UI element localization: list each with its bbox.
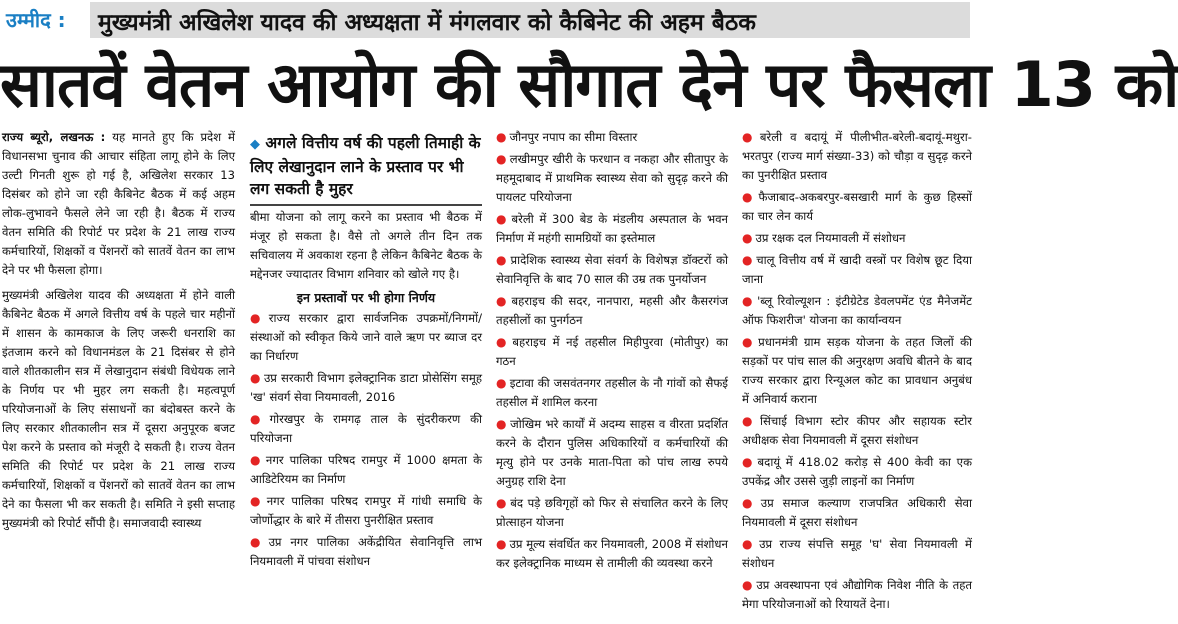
proposal-list: [742, 128, 972, 614]
list-item-text: उप्र मूल्य संवर्धित कर नियमावली, 2008 में संशोधन कर इलेक्ट्रानिक माध्यम से तामीली की व्यवस्था करने: [496, 537, 728, 570]
proposal-list: [250, 309, 482, 571]
red-dot-icon: ●: [742, 294, 755, 308]
list-item: [742, 494, 972, 532]
list-item: [496, 150, 728, 207]
byline: राज्य ब्यूरो, लखनऊ :: [2, 130, 106, 144]
red-dot-icon: ●: [742, 414, 758, 428]
list-item-text: उप्र नगर पालिका अकेंद्रीयित सेवानिवृत्ति लाभ नियमावली में पांचवा संशोधन: [250, 535, 482, 568]
list-item: [742, 188, 972, 226]
red-dot-icon: ●: [250, 453, 263, 467]
proposal-list: [496, 128, 728, 573]
red-dot-icon: ●: [496, 376, 507, 390]
red-dot-icon: ●: [496, 152, 507, 166]
list-item: [496, 415, 728, 491]
list-item: [742, 128, 972, 185]
list-item-text: नगर पालिका परिषद रामपुर में गांधी समाधि के जोर्णोद्धार के बारे में तीसरा पुनरीक्षित प्रस्ताव: [250, 494, 482, 527]
kicker-label: उम्मीद :: [6, 8, 66, 32]
red-dot-icon: ●: [496, 335, 510, 349]
red-dot-icon: ●: [496, 212, 509, 226]
list-item: [742, 453, 972, 491]
red-dot-icon: ●: [250, 311, 266, 325]
list-item: [250, 410, 482, 448]
list-item: [742, 229, 972, 248]
red-dot-icon: ●: [496, 253, 508, 267]
list-item: [742, 292, 972, 330]
list-item-text: प्रधानमंत्री ग्राम सड़क योजना के तहत जिलों की सड़कों पर पांच साल की अनुरक्षण अवधि बीतने के बाद राज्य सरकार द्वारा रिन्यूअल कोट का प्रावधान अनुबंध में अनिवार्य कराना: [742, 335, 972, 406]
list-item: [742, 576, 972, 614]
list-item-text: चालू वित्तीय वर्ष में खादी वस्त्रों पर विशेष छूट दिया जाना: [742, 253, 972, 286]
list-item: [496, 333, 728, 371]
pull-quote: [250, 132, 482, 204]
list-item-text: उप्र समाज कल्याण राजपत्रित अधिकारी सेवा नियमावली में दूसरा संशोधन: [742, 496, 972, 529]
red-dot-icon: ●: [250, 412, 267, 426]
red-dot-icon: ●: [742, 537, 757, 551]
list-item-text: बरेली में 300 बेड के मंडलीय अस्पताल के भवन निर्माण में महंगी सामग्रियों का इस्तेमाल: [496, 212, 728, 245]
list-item-text: गोरखपुर के रामगढ़ ताल के सुंदरीकरण की परियोजना: [250, 412, 482, 445]
red-dot-icon: ●: [496, 537, 507, 551]
body-paragraph: मुख्यमंत्री अखिलेश यादव की अध्यक्षता में होने वाली कैबिनेट बैठक में अगले वित्तीय वर्ष के पहले चार महीनों में शासन के कामकाज के लिए जरूरी धनराशि का इंतजाम करने को विधानमंडल के 21 दिसंबर से होने वाले शीतकालीन सत्र में लेखानुदान संबंधी विधेयक लाने के निर्णय पर भी मुहर लग सकती है। महत्वपूर्ण परियोजनाओं के लिए संसाधनों का बंदोबस्त करने के लिए सरकार शीतकालीन सत्र में दूसरा अनुपूरक बजट पेश करने के प्रस्ताव को मंजूरी दे सकती है। राज्य वेतन समिति की रिपोर्ट पर प्रदेश के 21 लाख राज्य कर्मचारियों, शिक्षकों व पेंशनरों को सातवें वेतन का लाभ देने का फैसला भी कर सकती है। समिति ने इसी सप्ताह मुख्यमंत्री को रिपोर्ट सौंपी है। समाजवादी स्वास्थ्य: [2, 288, 235, 530]
diamond-icon: ◆: [250, 137, 260, 152]
list-item: [250, 369, 482, 407]
subheadline: मुख्यमंत्री अखिलेश यादव की अध्यक्षता में मंगलवार को कैबिनेट की अहम बैठक: [98, 10, 756, 36]
red-dot-icon: ●: [496, 294, 509, 308]
list-item: [496, 128, 728, 147]
list-item-text: 'ब्लू रिवोल्यूशन : इंटीग्रेटेड डेवलपमेंट एंड मैनेजमेंट ऑफ फिशरीज' योजना का कार्यान्वयन: [742, 294, 972, 327]
list-item: [496, 494, 728, 532]
list-item-text: बहराइच की सदर, नानपारा, महसी और कैसरगंज तहसीलों का पुनर्गठन: [496, 294, 728, 327]
list-item: [742, 412, 972, 450]
list-item-text: इटावा की जसवंतनगर तहसील के नौ गांवों को सैफई तहसील में शामिल करना: [496, 376, 728, 409]
list-item-text: जौनपुर नपाप का सीमा विस्तार: [509, 130, 638, 144]
list-item-text: बंद पड़े छविगृहों को फिर से संचालित करने के लिए प्रोत्साहन योजना: [496, 496, 728, 529]
red-dot-icon: ●: [250, 494, 264, 508]
article-column-3: [496, 128, 728, 622]
article-column-4: [742, 128, 972, 622]
headline: सातवें वेतन आयोग की सौगात देने पर फैसला 13 को: [0, 48, 1178, 121]
list-item-text: बरेली व बदायूं में पीलीभीत-बरेली-बदायूं-मथुरा-भरतपुर (राज्य मार्ग संख्या-33) को चौड़ा व सुदृढ़ करने का पुनरीक्षित प्रस्ताव: [742, 130, 972, 182]
red-dot-icon: ●: [250, 371, 261, 385]
list-item-text: उप्र अवस्थापना एवं औद्योगिक निवेश नीति के तहत मेगा परियोजनाओं को रियायतें देना।: [742, 578, 972, 611]
list-item-text: लखीमपुर खीरी के फरधान व नकहा और सीतापुर के महमूदाबाद में प्राथमिक स्वास्थ्य सेवा को सुदृढ़ करने की पायलट परियोजना: [496, 152, 728, 204]
pull-quote-text: [250, 132, 482, 200]
divider: [250, 204, 482, 206]
pull-quote-body: अगले वित्तीय वर्ष की पहली तिमाही के लिए लेखानुदान लाने के प्रस्ताव पर भी लग सकती है मुहर: [250, 134, 481, 198]
list-item-text: उप्र सरकारी विभाग इलेक्ट्रानिक डाटा प्रोसेसिंग समूह 'ख' संवर्ग सेवा नियमावली, 2016: [250, 371, 482, 404]
body-paragraph: बीमा योजना को लागू करने का प्रस्ताव भी बैठक में मंजूर हो सकता है। वैसे तो अगले तीन दिन तक सचिवालय में अवकाश रहना है लेकिन कैबिनेट बैठक के मद्देनजर ज्यादातर विभाग शनिवार को खोले गए है।: [250, 210, 482, 281]
article-column-2: [250, 208, 482, 574]
list-item: [250, 451, 482, 489]
list-item: [250, 533, 482, 571]
red-dot-icon: ●: [742, 231, 753, 245]
list-item-text: बहराइच में नई तहसील मिहीपुरवा (मोतीपुर) का गठन: [496, 335, 728, 368]
list-item-text: जोखिम भरे कार्यों में अदम्य साहस व वीरता प्रदर्शित करने के दौरान पुलिस अधिकारियों व कर्मचारियों की मृत्यु होने पर उनके माता-पिता को पांच लाख रुपये अनुग्रह राशि देना: [496, 417, 728, 488]
red-dot-icon: ●: [742, 253, 754, 267]
red-dot-icon: ●: [496, 130, 507, 144]
red-dot-icon: ●: [742, 578, 754, 592]
list-item: [496, 210, 728, 248]
list-item: [250, 492, 482, 530]
list-item-text: नगर पालिका परिषद रामपुर में 1000 क्षमता के आडिटेरियम का निर्माण: [250, 453, 482, 486]
list-item-text: बदायूं में 418.02 करोड़ से 400 केवी का एक उपकेंद्र और उससे जुड़ी लाइनों का निर्माण: [742, 455, 972, 488]
list-item-text: प्रादेशिक स्वास्थ्य सेवा संवर्ग के विशेषज्ञ डॉक्टरों को सेवानिवृत्ति के बाद 70 साल की उम्र तक पुनर्योजन: [496, 253, 728, 286]
list-item-text: उप्र राज्य संपत्ति समूह 'घ' सेवा नियमावली में संशोधन: [742, 537, 972, 570]
list-item-text: उप्र रक्षक दल नियमावली में संशोधन: [755, 231, 906, 245]
red-dot-icon: ●: [742, 335, 756, 349]
top-banner: [0, 0, 975, 42]
paragraph-text: यह मानते हुए कि प्रदेश में विधानसभा चुनाव की आचार संहिता लागू होने के लिए उल्टी गिनती शुरू हो गई है, अखिलेश सरकार 13 दिसंबर को होने जा रही कैबिनेट बैठक में कई अहम लोक-लुभावने फैसले लेने जा रही है। बैठक में राज्य वेतन समिति की रिपोर्ट पर प्रदेश के 21 लाख राज्य कर्मचारियों, शिक्षकों व पेंशनरों को सातवें वेतन का लाभ देने पर भी फैसला होगा।: [2, 130, 235, 277]
list-item: [496, 251, 728, 289]
list-item: [496, 374, 728, 412]
red-dot-icon: ●: [250, 535, 266, 549]
list-item-text: राज्य सरकार द्वारा सार्वजनिक उपक्रमों/निगमों/संस्थाओं को स्वीकृत किये जाने वाले ऋण पर ब्याज दर का निर्धारण: [250, 311, 482, 363]
red-dot-icon: ●: [742, 496, 758, 510]
red-dot-icon: ●: [742, 190, 756, 204]
red-dot-icon: ●: [496, 417, 508, 431]
section-subheading: इन प्रस्तावों पर भी होगा निर्णय: [296, 290, 436, 305]
list-item: [250, 309, 482, 366]
red-dot-icon: ●: [742, 455, 755, 469]
list-item-text: फैजाबाद-अकबरपुर-बसखारी मार्ग के कुछ हिस्सों का चार लेन कार्य: [742, 190, 972, 223]
list-item: [742, 333, 972, 409]
article-column-1: [2, 128, 235, 622]
list-item: [496, 292, 728, 330]
list-item: [742, 251, 972, 289]
list-item: [742, 535, 972, 573]
list-item-text: सिंचाई विभाग स्टोर कीपर और सहायक स्टोर अधीक्षक सेवा नियमावली में दूसरा संशोधन: [742, 414, 972, 447]
red-dot-icon: ●: [496, 496, 508, 510]
lead-paragraph: [2, 128, 235, 280]
red-dot-icon: ●: [742, 130, 757, 144]
list-item: [496, 535, 728, 573]
